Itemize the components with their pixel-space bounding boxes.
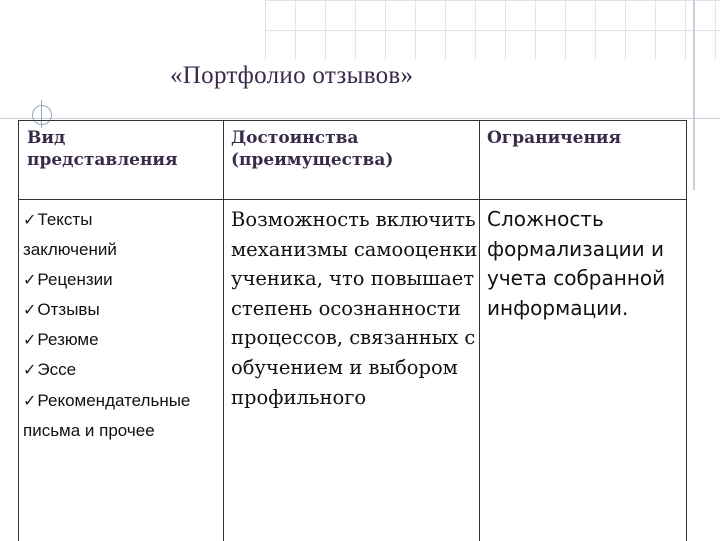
list-item-label: Рекомендательные: [37, 390, 191, 410]
slide-title: «Портфолио отзывов»: [170, 62, 414, 89]
header-limitations: Ограничения: [487, 128, 622, 148]
header-type: Вид представления: [27, 128, 178, 170]
checkmark-icon: ✓: [23, 212, 37, 229]
list-item-continuation: письма и прочее: [23, 421, 155, 441]
checkmark-icon: ✓: [23, 332, 37, 350]
list-item: [23, 295, 223, 325]
checkmark-icon: ✓: [23, 271, 37, 289]
list-item-continuation: заключений: [23, 240, 117, 260]
advantages-text: Возможность включить механизмы самооценки ученика, что повышает степень осознанности процессов, связанных с обучением и выбором профильного: [231, 208, 478, 409]
list-item-label: Эссе: [37, 360, 77, 380]
types-list: [23, 205, 223, 445]
list-item-label: Отзывы: [37, 299, 100, 319]
column-divider: [223, 121, 224, 541]
list-item: [23, 265, 223, 295]
list-item-label: Тексты: [37, 210, 93, 229]
list-item: [23, 355, 223, 385]
comparison-table: [18, 120, 687, 541]
header-advantages: Достоинства (преимущества): [231, 128, 394, 170]
list-item: [23, 386, 223, 446]
checkmark-icon: ✓: [23, 301, 37, 319]
checkmark-icon: ✓: [23, 392, 37, 410]
list-item: [23, 205, 223, 265]
list-item: [23, 325, 223, 355]
header-divider: [19, 199, 686, 200]
background-grid: [265, 0, 720, 60]
limitations-text: Сложность формализации и учета собранной информации.: [487, 207, 666, 320]
checkmark-icon: ✓: [23, 362, 37, 380]
list-item-label: Резюме: [37, 330, 99, 350]
decorative-line: [693, 0, 695, 190]
list-item-label: Рецензии: [37, 269, 113, 289]
decorative-line: [0, 118, 720, 119]
